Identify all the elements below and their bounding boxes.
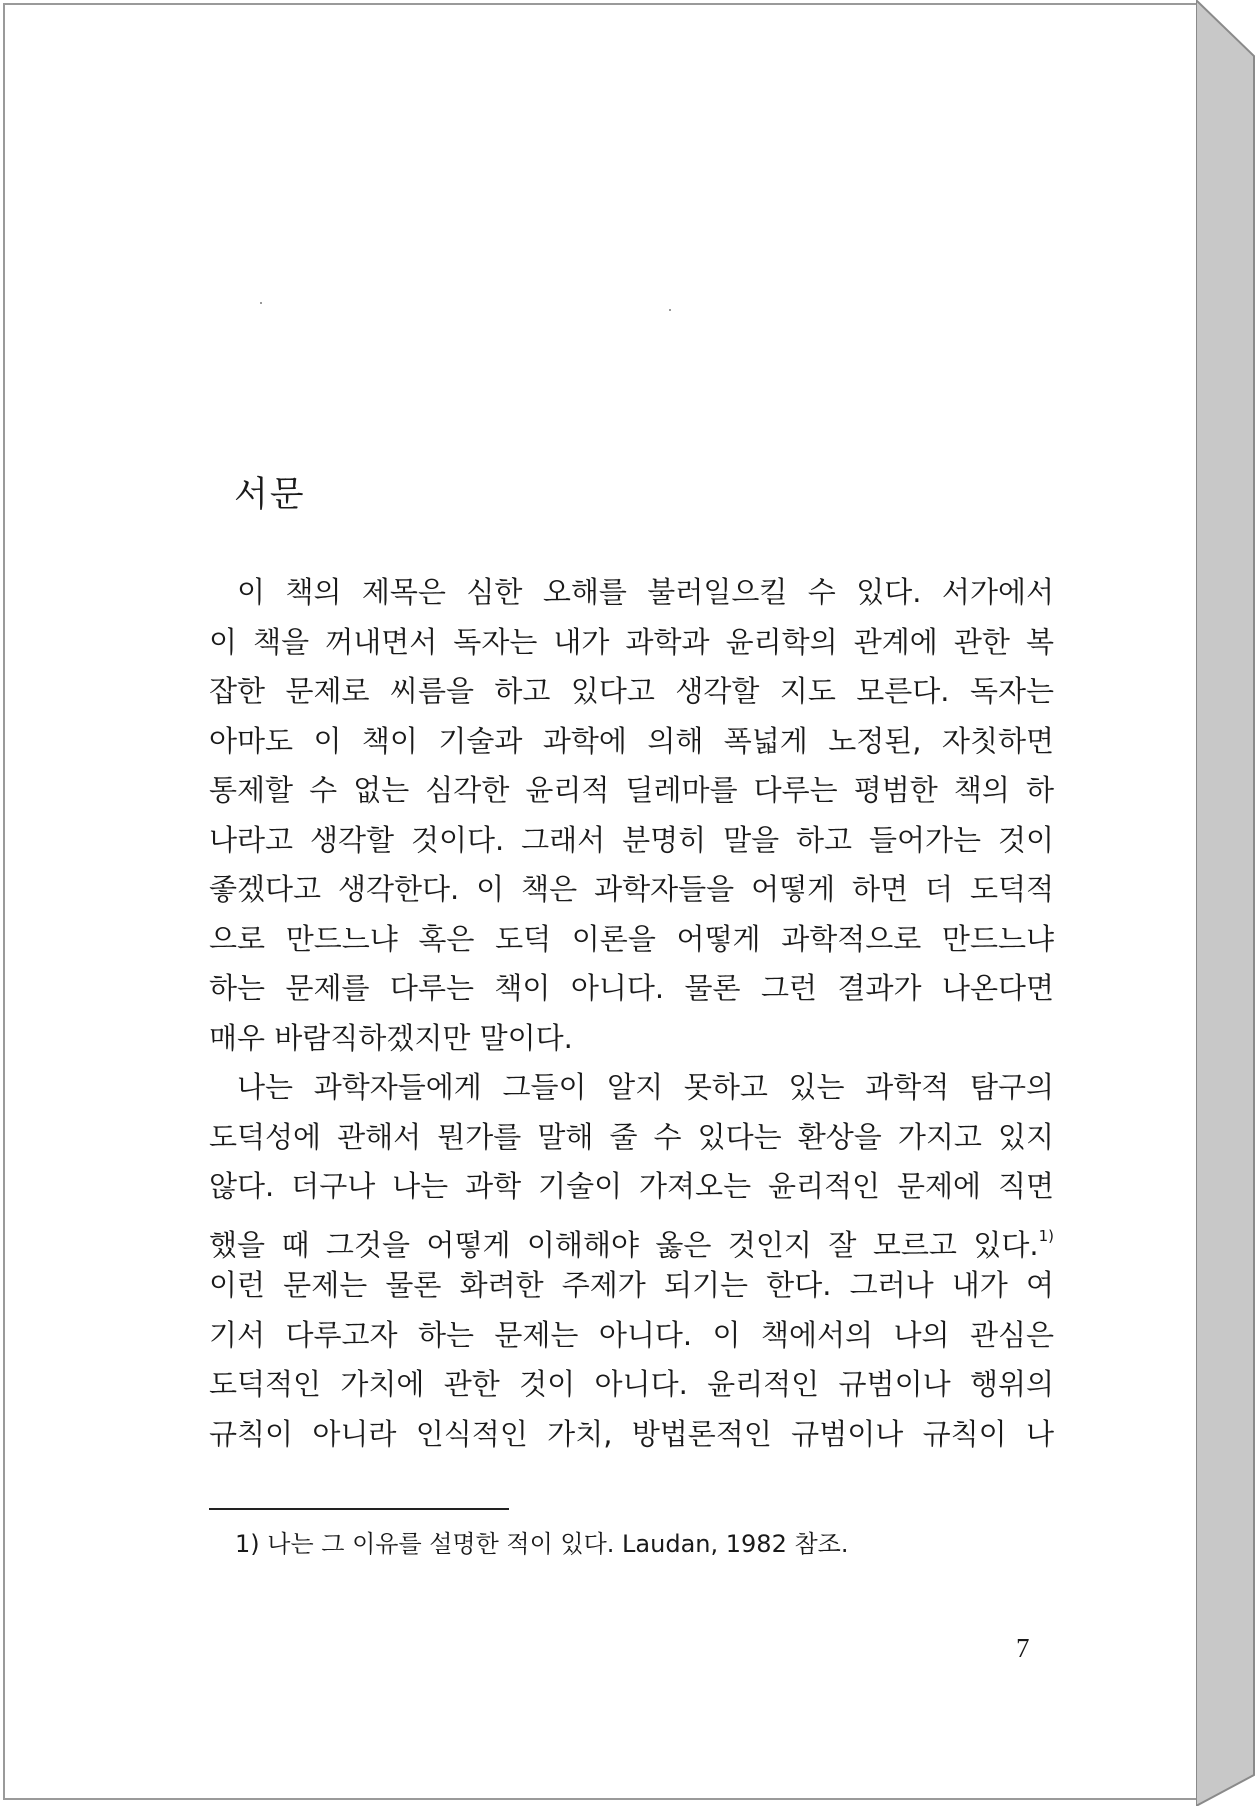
page-title: 서문 <box>234 475 306 515</box>
text-line: 했을 때 그것을 어떻게 이해해야 옳은 것인지 잘 모르고 있다. <box>209 1227 1039 1262</box>
text-line: 이 책의 제목은 심한 오해를 불러일으킬 수 있다. 서가에서 <box>237 575 1054 609</box>
footnote: 1) 나는 그 이유를 설명한 적이 있다. Laudan, 1982 참조. <box>235 1530 849 1558</box>
text-line: 기서 다루고자 하는 문제는 아니다. 이 책에서의 나의 관심은 <box>209 1317 1054 1352</box>
text-line: 하는 문제를 다루는 책이 아니다. 물론 그런 결과가 나온다면 <box>209 971 1054 1005</box>
text-line: 으로 만드느냐 혹은 도덕 이론을 어떻게 과학적으로 만드느냐 <box>209 921 1054 956</box>
text-line: 도덕성에 관해서 뭔가를 말해 줄 수 있다는 환상을 가지고 있지 <box>209 1119 1054 1154</box>
text-line: 나라고 생각할 것이다. 그래서 분명히 말을 하고 들어가는 것이 <box>209 822 1054 857</box>
scan-speck <box>260 302 262 304</box>
text-line: 규칙이 아니라 인식적인 가치, 방법론적인 규범이나 규칙이 나 <box>209 1416 1054 1451</box>
text-line: 않다. 더구나 나는 과학 기술이 가져오는 윤리적인 문제에 직면 <box>209 1169 1054 1203</box>
text-line: 이런 문제는 물론 화려한 주제가 되기는 한다. 그러나 내가 여 <box>209 1268 1054 1302</box>
text-line: 통제할 수 없는 심각한 윤리적 딜레마를 다루는 평범한 책의 하 <box>209 773 1054 807</box>
text-line: 아마도 이 책이 기술과 과학에 의해 폭넓게 노정된, 자칫하면 <box>209 723 1054 758</box>
scan-speck <box>669 309 671 311</box>
body-text <box>209 568 1054 1459</box>
text-line: 도덕적인 가치에 관한 것이 아니다. 윤리적인 규범이나 행위의 <box>209 1367 1054 1401</box>
text-line: 이 책을 꺼내면서 독자는 내가 과학과 윤리학의 관계에 관한 복 <box>209 624 1054 659</box>
footnote-ref[interactable]: 1) <box>1038 1226 1054 1245</box>
footnote-divider <box>209 1508 509 1510</box>
text-line: 매우 바람직하겠지만 말이다. <box>209 1020 573 1055</box>
text-line: 좋겠다고 생각한다. 이 책은 과학자들을 어떻게 하면 더 도덕적 <box>209 872 1054 906</box>
text-line: 잡한 문제로 씨름을 하고 있다고 생각할 지도 모른다. 독자는 <box>209 674 1054 708</box>
text-line-with-footnote <box>209 1212 1054 1262</box>
book-edge <box>1196 0 1256 1806</box>
page-number: 7 <box>1016 1633 1030 1663</box>
text-line: 나는 과학자들에게 그들이 알지 못하고 있는 과학적 탐구의 <box>237 1070 1054 1104</box>
